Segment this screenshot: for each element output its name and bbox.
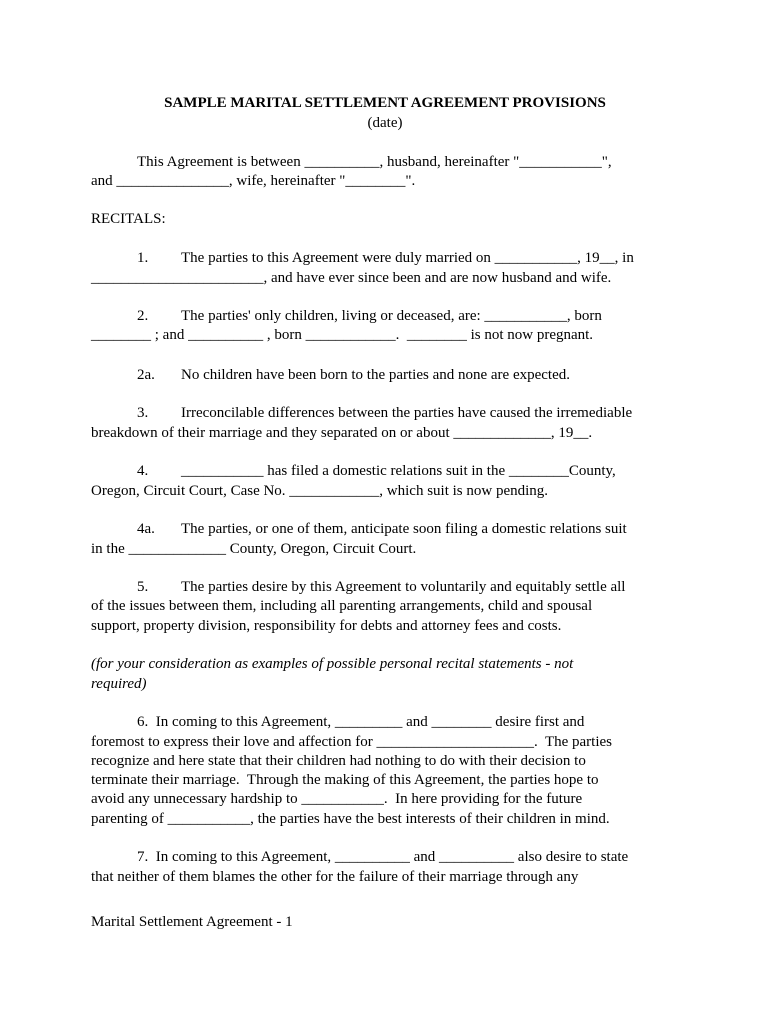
document-title: SAMPLE MARITAL SETTLEMENT AGREEMENT PROVISIONS bbox=[164, 95, 606, 111]
item-text: support, property division, responsibility for debts and attorney fees and costs. bbox=[91, 618, 562, 634]
para-7-line: that neither of them blames the other for the failure of their marriage through any bbox=[91, 869, 579, 885]
para-7-line: 7. In coming to this Agreement, __________ and __________ also desire to state bbox=[137, 849, 629, 865]
item-text: ________ ; and __________ , born ____________. ________ is not now pregnant. bbox=[91, 327, 594, 343]
para-6-line: avoid any unnecessary hardship to ___________. In here providing for the future bbox=[91, 791, 583, 807]
item-text: Oregon, Circuit Court, Case No. ____________, which suit is now pending. bbox=[91, 483, 549, 499]
recitals-heading: RECITALS: bbox=[91, 211, 166, 227]
item-text: breakdown of their marriage and they separated on or about _____________, 19__. bbox=[91, 425, 593, 441]
item-number: 2. bbox=[137, 308, 149, 324]
document-date: (date) bbox=[367, 115, 403, 131]
item-text: The parties, or one of them, anticipate soon filing a domestic relations suit bbox=[181, 521, 627, 537]
intro-line: This Agreement is between __________, husband, hereinafter "___________", bbox=[137, 154, 612, 170]
item-text: of the issues between them, including all parenting arrangements, child and spousal bbox=[91, 598, 593, 614]
consideration-note: (for your consideration as examples of possible personal recital statements - not bbox=[91, 656, 574, 672]
para-6-line: recognize and here state that their children had nothing to do with their decision to bbox=[91, 753, 586, 769]
item-text: The parties' only children, living or deceased, are: ___________, born bbox=[181, 308, 602, 324]
item-number: 4. bbox=[137, 463, 149, 479]
item-number: 3. bbox=[137, 405, 149, 421]
item-number: 2a. bbox=[137, 367, 155, 383]
item-text: The parties to this Agreement were duly married on ___________, 19__, in bbox=[181, 250, 634, 266]
item-text: _______________________, and have ever since been and are now husband and wife. bbox=[91, 270, 612, 286]
item-text: ___________ has filed a domestic relations suit in the ________County, bbox=[181, 463, 616, 479]
item-text: The parties desire by this Agreement to voluntarily and equitably settle all bbox=[181, 579, 626, 595]
intro-line: and _______________, wife, hereinafter "________". bbox=[91, 173, 416, 189]
item-text: No children have been born to the parties and none are expected. bbox=[181, 367, 571, 383]
item-number: 1. bbox=[137, 250, 149, 266]
item-text: Irreconcilable differences between the parties have caused the irremediable bbox=[181, 405, 633, 421]
consideration-note: required) bbox=[91, 676, 147, 692]
item-number: 5. bbox=[137, 579, 149, 595]
para-6-line: terminate their marriage. Through the making of this Agreement, the parties hope to bbox=[91, 772, 599, 788]
item-number: 4a. bbox=[137, 521, 155, 537]
para-6-line: foremost to express their love and affection for _____________________. The parties bbox=[91, 734, 612, 750]
item-text: in the _____________ County, Oregon, Circuit Court. bbox=[91, 541, 417, 557]
page-footer: Marital Settlement Agreement - 1 bbox=[91, 914, 293, 930]
para-6-line: parenting of ___________, the parties have the best interests of their children in mind. bbox=[91, 811, 610, 827]
para-6-line: 6. In coming to this Agreement, _________ and ________ desire first and bbox=[137, 714, 585, 730]
